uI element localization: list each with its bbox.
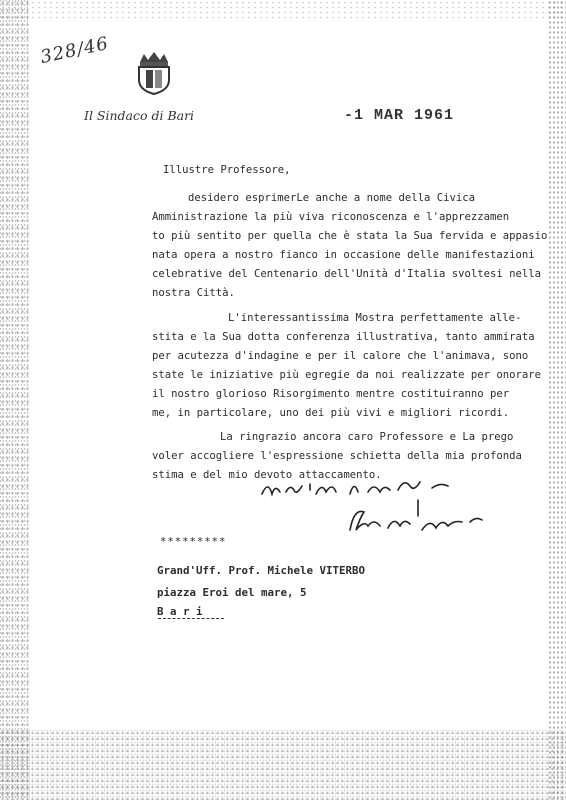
- recipient-street: piazza Eroi del mare, 5: [157, 586, 307, 599]
- paragraph-2-line-2: stita e la Sua dotta conferenza illustrativa, tanto ammirata: [152, 331, 535, 343]
- paragraph-2-line-1: L'interessantissima Mostra perfettamente alle-: [228, 312, 522, 324]
- paragraph-3-line-2: voler accogliere l'espressione schietta della mia profonda: [152, 450, 522, 462]
- photocopy-noise-left: [0, 0, 30, 800]
- paragraph-1-line-6: nostra Città.: [152, 287, 235, 299]
- paragraph-1-line-5: celebrative del Centenario dell'Unità d'Italia svoltesi nella: [152, 268, 542, 280]
- photocopy-noise-bottom: [0, 730, 566, 800]
- paragraph-1-line-3: to più sentito per quella che è stata la Sua fervida e appasio: [152, 230, 548, 242]
- handwritten-signature: [258, 476, 508, 548]
- photocopy-noise-top: [0, 0, 566, 22]
- date-stamp: -1 MAR 1961: [344, 107, 455, 124]
- recipient-city: B a r i: [157, 605, 203, 618]
- paragraph-1-line-1: desidero esprimerLe anche a nome della Civica: [188, 192, 476, 204]
- separator-asterisks: *********: [160, 536, 227, 548]
- coat-of-arms-icon: [134, 48, 174, 96]
- salutation: Illustre Professore,: [163, 164, 291, 176]
- paragraph-2-line-4: state le iniziative più egregie da noi realizzate per onorare: [152, 369, 542, 381]
- letterhead-issuer: Il Sindaco di Bari: [84, 108, 195, 123]
- paragraph-1-line-2: Amministrazione la più viva riconoscenza e l'apprezzamen: [152, 211, 510, 223]
- recipient-name: Grand'Uff. Prof. Michele VITERBO: [157, 564, 366, 577]
- paragraph-3-line-1: La ringrazio ancora caro Professore e La prego: [220, 431, 514, 443]
- paragraph-2-line-5: il nostro glorioso Risorgimento mentre costituiranno per: [152, 388, 510, 400]
- paragraph-3-line-3: stima e del mio devoto attaccamento.: [152, 469, 382, 481]
- paragraph-2-line-6: me, in particolare, uno dei più vivi e migliori ricordi.: [152, 407, 510, 419]
- city-underline: [158, 618, 224, 619]
- paragraph-2-line-3: per acutezza d'indagine e per il calore che l'animava, sono: [152, 350, 529, 362]
- photocopy-noise-right: [548, 0, 566, 800]
- paragraph-1-line-4: nata opera a nostro fianco in occasione delle manifestazioni: [152, 249, 535, 261]
- archive-number: 328/46: [38, 33, 111, 68]
